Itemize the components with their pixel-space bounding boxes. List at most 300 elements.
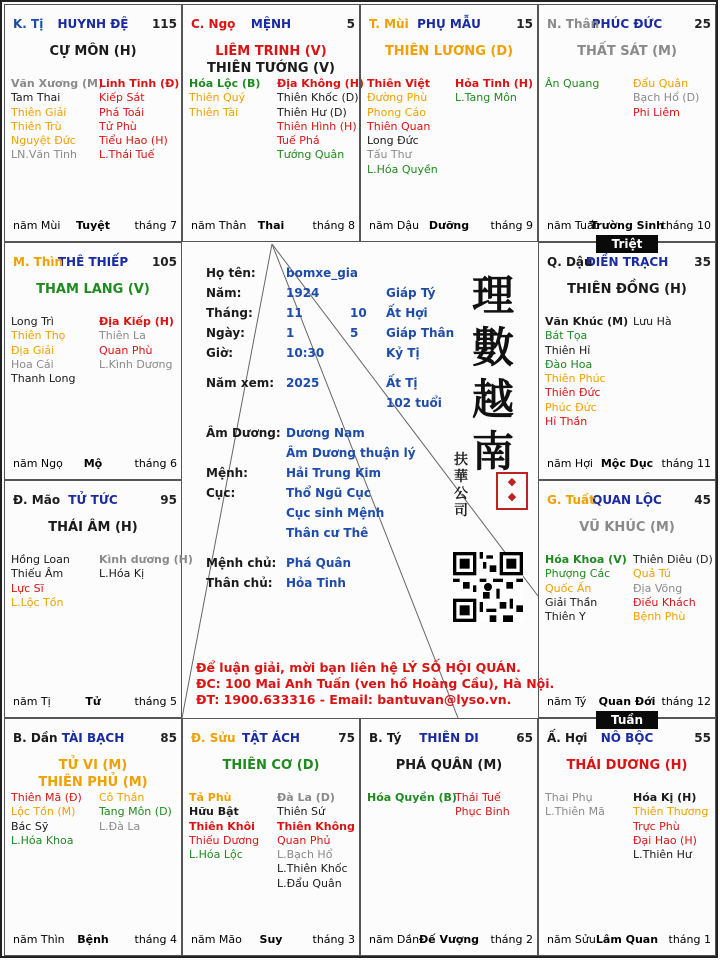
main-stars — [539, 519, 715, 536]
palace-header — [183, 731, 359, 747]
palace-footer — [539, 219, 715, 233]
palace-name: PHỤ MẪU — [417, 17, 481, 31]
palace-name: THIÊN DI — [419, 731, 479, 745]
month-canchi: Ất Hợi — [386, 306, 428, 320]
year-canchi: Giáp Tý — [386, 286, 436, 300]
hour-value: 10:30 — [286, 346, 325, 360]
day-lunar: 5 — [350, 326, 359, 340]
main-star: PHÁ QUÂN (M) — [395, 758, 503, 773]
palace-header — [183, 17, 359, 33]
minor-star: L.Bạch Hổ — [277, 848, 333, 862]
footer-stage: Tuyệt — [75, 219, 110, 232]
minor-star: Địa Không (H) — [277, 77, 364, 90]
minor-star: Thiên Việt — [367, 77, 431, 90]
minor-star: Thiên Quý — [189, 91, 246, 105]
month-lunar: 10 — [350, 306, 367, 320]
viewyear-label: Năm xem: — [206, 376, 275, 390]
minor-star: Thiên Hư (D) — [277, 105, 347, 119]
minor-star: Phong Cáo — [367, 105, 426, 119]
footer-month: tháng 11 — [661, 457, 711, 470]
main-stars — [183, 43, 359, 77]
palace-header — [539, 17, 715, 33]
palace-cell-mao — [4, 480, 193, 718]
minor-star: Quả Tú — [633, 567, 671, 581]
footer-stage: Lâm Quan — [595, 933, 659, 946]
footer-year: năm Thìn — [13, 933, 65, 946]
branch-label: K. Tị — [13, 17, 44, 31]
thanchu-label: Thân chủ: — [206, 576, 273, 590]
thanchu-value: Hỏa Tinh — [286, 576, 346, 590]
small-calligraphy — [454, 452, 470, 520]
palace-header — [5, 255, 181, 271]
minor-star: L.Đà La — [99, 819, 141, 833]
minor-star: Thiên Quan — [367, 119, 431, 133]
contact-line-1: Để luận giải, mời bạn liên hệ LÝ SỐ HỘI QUÁN. — [196, 660, 521, 675]
palace-number: 55 — [694, 731, 711, 745]
minor-star: Điếu Khách — [633, 595, 696, 609]
minor-star: Thiên Khôi — [189, 819, 255, 833]
minor-star: Thiên Y — [545, 610, 586, 624]
amduong-value: Dương Nam — [286, 426, 365, 440]
minor-stars-right — [99, 553, 193, 582]
minor-star: Thiên Trù — [11, 119, 62, 133]
minor-star: Hoa Cái — [11, 357, 54, 371]
cuc-label: Cục: — [206, 486, 236, 500]
palace-number: 85 — [160, 731, 177, 745]
triet-tag: Triệt — [596, 235, 658, 253]
footer-stage: Đế Vượng — [418, 933, 480, 946]
minor-star: Quốc Ấn — [545, 581, 592, 595]
qr-code[interactable] — [453, 552, 523, 622]
footer-stage: Mộ — [83, 457, 103, 470]
minor-star: Tang Môn (D) — [99, 805, 172, 819]
minor-star: Bệnh Phù — [633, 610, 686, 624]
palace-name: THÊ THIẾP — [57, 255, 129, 269]
footer-year: năm Sửu — [547, 933, 596, 946]
minor-star: Thiên Phúc — [545, 372, 606, 386]
minor-star: Thiếu Âm — [11, 567, 64, 581]
minor-star: Thiên Tài — [189, 105, 239, 119]
palace-cell-thin — [4, 242, 182, 480]
month-solar: 11 — [286, 306, 303, 320]
minor-star: Quan Phù — [99, 343, 153, 357]
main-stars — [183, 757, 359, 774]
day-canchi: Giáp Thân — [386, 326, 455, 340]
footer-month: tháng 4 — [134, 933, 177, 946]
minor-star: Lưu Hà — [633, 315, 672, 328]
cuc-value: Thổ Ngũ Cục — [286, 486, 371, 500]
main-star: THIÊN ĐỒNG (H) — [567, 282, 687, 297]
minor-star: Thai Phụ — [545, 791, 593, 804]
minor-star: Trực Phù — [633, 819, 680, 833]
minor-star: Phục Binh — [455, 805, 510, 819]
name-label: Họ tên: — [206, 266, 256, 280]
main-stars — [5, 519, 181, 536]
palace-footer — [539, 933, 715, 947]
minor-star: Thiên Giải — [11, 105, 67, 119]
minor-star: L.Lộc Tồn — [11, 595, 64, 609]
minor-star: Giải Thần — [545, 595, 598, 609]
footer-stage: Quan Đới — [598, 695, 656, 708]
palace-number: 115 — [151, 17, 177, 31]
minor-star: Hỏa Tinh (H) — [455, 77, 534, 90]
palace-name: TÀI BẠCH — [61, 731, 125, 745]
calligraphy-char-2: 數 — [472, 323, 515, 372]
qr-code-icon — [453, 552, 523, 622]
minor-star: Hóa Quyền (B) — [367, 791, 457, 804]
main-stars — [539, 281, 715, 298]
hour-canchi: Kỷ Tị — [386, 346, 420, 360]
minor-star: Linh Tinh (Đ) — [99, 77, 180, 90]
palace-footer — [5, 219, 181, 233]
minor-star: Hỉ Thần — [545, 415, 588, 429]
palace-cell-dau — [538, 242, 716, 480]
branch-label: B. Tý — [369, 731, 402, 745]
minor-stars-left — [545, 315, 628, 429]
minor-stars-right — [455, 77, 533, 106]
menhchu-value: Phá Quân — [286, 556, 351, 570]
minor-star: Hóa Lộc (B) — [189, 77, 261, 90]
minor-stars-left — [545, 553, 627, 624]
contact-line-3: ĐT: 1900.633316 - Email: bantuvan@lyso.vn. — [196, 692, 512, 707]
minor-stars-left — [11, 553, 70, 610]
main-star: THIÊN PHỦ (M) — [38, 775, 148, 790]
minor-star: L.Hóa Kị — [99, 567, 145, 581]
palace-number: 65 — [516, 731, 533, 745]
palace-cell-than — [538, 4, 716, 242]
minor-star: LN.Văn Tinh — [11, 148, 77, 162]
branch-label: M. Thìn — [13, 255, 64, 269]
minor-star: Thiên Thương — [633, 805, 709, 819]
minor-star: Đào Hoa — [545, 357, 593, 371]
footer-stage: Dưỡng — [428, 219, 470, 232]
minor-star: Long Trì — [11, 315, 54, 328]
main-stars — [5, 281, 181, 298]
palace-header — [5, 493, 181, 509]
main-star: THAM LANG (V) — [36, 282, 150, 297]
minor-stars-left — [189, 791, 259, 862]
calligraphy-char-3: 越 — [472, 375, 515, 424]
palace-header — [539, 255, 715, 271]
minor-stars-left — [11, 791, 82, 848]
minor-star: Địa Võng — [633, 581, 683, 595]
minor-star: Tuế Phá — [277, 134, 320, 148]
minor-star: Thiên Diêu (D) — [633, 553, 713, 566]
minor-star: L.Tang Môn — [455, 91, 517, 105]
branch-label: C. Ngọ — [191, 17, 236, 31]
main-stars — [539, 43, 715, 60]
minor-star: Phá Toái — [99, 105, 145, 119]
footer-year: năm Dần — [369, 933, 420, 946]
palace-footer — [183, 933, 359, 947]
palace-footer — [361, 219, 537, 233]
minor-star: Văn Xương (M) — [11, 77, 104, 90]
minor-star: L.Thái Tuế — [99, 148, 155, 162]
small-calli-1: 扶 — [454, 452, 468, 468]
main-star: VŨ KHÚC (M) — [579, 520, 675, 535]
minor-stars-right — [455, 791, 510, 820]
palace-number: 75 — [338, 731, 355, 745]
palace-name: PHÚC ĐỨC — [591, 17, 663, 31]
minor-star: Phúc Đức — [545, 400, 597, 414]
footer-year: năm Mão — [191, 933, 242, 946]
minor-stars-right — [633, 553, 713, 624]
month-label: Tháng: — [206, 306, 253, 320]
than-note: Thân cư Thê — [286, 526, 369, 540]
palace-footer — [361, 933, 537, 947]
menh-label: Mệnh: — [206, 466, 248, 480]
minor-stars-right — [277, 791, 355, 891]
minor-star: Phượng Các — [545, 567, 611, 581]
minor-stars-left — [545, 791, 605, 820]
palace-number: 15 — [516, 17, 533, 31]
minor-stars-right — [99, 77, 179, 163]
minor-star: Phi Liêm — [633, 105, 680, 119]
minor-star: Thiên Thọ — [11, 329, 66, 343]
footer-year: năm Hợi — [547, 457, 593, 470]
minor-star: Thiên Sứ — [277, 805, 325, 819]
minor-star: Bác Sỹ — [11, 819, 49, 833]
year-value: 1924 — [286, 286, 320, 300]
footer-year: năm Tị — [13, 695, 51, 708]
footer-stage: Trường Sinh — [590, 219, 664, 232]
footer-month: tháng 6 — [134, 457, 177, 470]
palace-name: NÔ BỘC — [600, 731, 654, 745]
viewyear-canchi: Ất Tị — [386, 376, 418, 390]
footer-month: tháng 3 — [312, 933, 355, 946]
year-label: Năm: — [206, 286, 242, 300]
viewyear-value: 2025 — [286, 376, 320, 390]
minor-stars-left — [367, 791, 457, 805]
footer-month: tháng 10 — [661, 219, 711, 232]
palace-number: 35 — [694, 255, 711, 269]
minor-stars-left — [189, 77, 260, 120]
minor-star: L.Hóa Quyền — [367, 162, 438, 176]
footer-month: tháng 12 — [661, 695, 711, 708]
palace-cell-suu — [182, 718, 360, 956]
main-stars — [5, 43, 181, 60]
minor-stars-right — [99, 315, 174, 372]
footer-month: tháng 7 — [134, 219, 177, 232]
palace-name: TẬT ÁCH — [242, 731, 300, 745]
minor-star: L.Thiên Khốc — [277, 862, 348, 876]
palace-header — [5, 731, 181, 747]
minor-star: Tả Phù — [189, 791, 232, 804]
footer-year: năm Ngọ — [13, 457, 63, 470]
main-stars — [5, 757, 181, 791]
footer-stage: Thai — [257, 219, 285, 232]
minor-star: Thiên Hỉ — [545, 343, 591, 357]
branch-label: Ấ. Hợi — [547, 731, 588, 745]
footer-stage: Suy — [259, 933, 283, 946]
main-star: LIÊM TRINH (V) — [215, 44, 327, 59]
minor-star: Thiếu Dương — [189, 833, 260, 847]
main-stars — [361, 757, 537, 774]
main-star: THÁI ÂM (H) — [48, 520, 138, 535]
minor-star: Nguyệt Đức — [11, 134, 76, 148]
footer-month: tháng 2 — [490, 933, 533, 946]
name-value: bomxe_gia — [286, 266, 359, 280]
palace-footer — [539, 695, 715, 709]
minor-star: Thiên Khốc (D) — [277, 91, 359, 105]
palace-cell-ty — [4, 4, 182, 242]
minor-star: Hữu Bật — [189, 805, 239, 819]
minor-star: Hóa Khoa (V) — [545, 553, 627, 566]
palace-footer — [539, 457, 715, 471]
minor-star: Cô Thần — [99, 791, 145, 804]
menh-value: Hải Trung Kim — [286, 466, 381, 480]
footer-year: năm Tý — [547, 695, 587, 708]
minor-stars-left — [367, 77, 438, 177]
minor-star: L.Hóa Khoa — [11, 833, 74, 847]
day-solar: 1 — [286, 326, 295, 340]
minor-star: Ân Quang — [545, 77, 600, 90]
palace-footer — [5, 933, 181, 947]
footer-year: năm Mùi — [13, 219, 61, 232]
minor-star: Thiên La — [99, 329, 146, 343]
branch-label: Đ. Sửu — [191, 731, 236, 745]
palace-cell-ngo — [182, 4, 364, 242]
palace-cell-ty2 — [360, 718, 538, 956]
main-star: CỰ MÔN (H) — [49, 44, 137, 59]
main-star: TỬ VI (M) — [58, 758, 128, 773]
calligraphy-char-4: 南 — [472, 427, 515, 476]
minor-star: Tử Phù — [99, 119, 137, 133]
palace-cell-hoi — [538, 718, 716, 956]
branch-label: B. Dần — [13, 731, 58, 745]
minor-star: Thiên Đức — [545, 386, 601, 400]
minor-star: L.Hóa Lộc — [189, 848, 243, 862]
palace-header — [539, 731, 715, 747]
minor-star: Tấu Thư — [367, 148, 412, 162]
footer-year: năm Tuất — [547, 219, 598, 232]
footer-year: năm Dậu — [369, 219, 420, 232]
minor-star: Kình dương (H) — [99, 553, 193, 566]
hour-label: Giờ: — [206, 346, 234, 360]
palace-number: 25 — [694, 17, 711, 31]
tuan-tag: Tuần — [596, 711, 658, 729]
minor-stars-left — [11, 315, 76, 386]
minor-star: Đại Hao (H) — [633, 833, 697, 847]
minor-star: Thái Tuế — [455, 791, 501, 804]
minor-stars-left — [545, 77, 599, 91]
main-star: THIÊN CƠ (D) — [222, 758, 320, 773]
palace-name: ĐIỀN TRẠCH — [585, 255, 669, 269]
minor-stars-left — [11, 77, 103, 163]
day-label: Ngày: — [206, 326, 245, 340]
footer-month: tháng 9 — [490, 219, 533, 232]
minor-star: L.Thiên Mã — [545, 805, 605, 819]
minor-star: Tướng Quân — [277, 148, 345, 162]
minor-star: Thiên Mã (Đ) — [11, 791, 82, 804]
minor-stars-right — [277, 77, 364, 163]
branch-label: Q. Dậu — [547, 255, 593, 269]
minor-star: Thiên Không — [277, 819, 355, 833]
branch-label: Đ. Mão — [13, 493, 61, 507]
small-calli-2: 華 — [454, 469, 468, 485]
minor-star: Thanh Long — [11, 372, 76, 386]
minor-star: Long Đức — [367, 134, 419, 148]
minor-star: Địa Giải — [11, 343, 55, 357]
palace-header — [539, 493, 715, 509]
footer-month: tháng 5 — [134, 695, 177, 708]
footer-stage: Bệnh — [77, 933, 109, 946]
minor-stars-right — [633, 791, 708, 862]
main-star: THÁI DƯƠNG (H) — [566, 758, 688, 773]
main-star: THIÊN LƯƠNG (D) — [384, 44, 514, 59]
footer-month: tháng 1 — [668, 933, 711, 946]
contact-line-2: ĐC: 100 Mai Anh Tuấn (ven hồ Hoàng Cầu), Hà Nội. — [196, 676, 555, 691]
footer-year: năm Thân — [191, 219, 247, 232]
footer-month: tháng 8 — [312, 219, 355, 232]
branch-label: N. Thân — [547, 17, 600, 31]
minor-star: Lực Sĩ — [11, 581, 44, 595]
minor-star: Địa Kiếp (H) — [99, 315, 174, 328]
palace-number: 105 — [151, 255, 177, 269]
small-calli-4: 司 — [454, 503, 468, 519]
main-stars — [539, 757, 715, 774]
minor-star: Đà La (D) — [277, 791, 335, 804]
minor-star: Quan Phủ — [277, 833, 331, 847]
branch-label: T. Mùi — [369, 17, 409, 31]
branch-label: G. Tuất — [547, 493, 595, 507]
minor-stars-right — [633, 315, 672, 329]
footer-stage: Tử — [85, 695, 101, 708]
palace-name: TỬ TỨC — [68, 493, 118, 507]
minor-star: L.Thiên Hư — [633, 848, 692, 862]
palace-name: HUYNH ĐỆ — [57, 17, 129, 31]
palace-header — [361, 17, 537, 33]
calligraphy-char-1: 理 — [472, 271, 515, 320]
main-star: THẤT SÁT (M) — [577, 44, 677, 59]
palace-cell-mui — [360, 4, 538, 242]
menhchu-label: Mệnh chủ: — [206, 556, 277, 570]
minor-star: Đường Phù — [367, 91, 428, 105]
minor-star: Thiên Hình (H) — [277, 119, 357, 133]
palace-name: MỆNH — [250, 17, 292, 31]
minor-star: L.Kình Dương — [99, 357, 173, 371]
palace-footer — [5, 457, 181, 471]
palace-number: 95 — [160, 493, 177, 507]
footer-stage: Mộc Dục — [600, 457, 654, 470]
small-calli-3: 公 — [454, 486, 468, 502]
palace-footer — [5, 695, 181, 709]
minor-star: Kiếp Sát — [99, 91, 145, 105]
main-star: THIÊN TƯỚNG (V) — [207, 61, 335, 76]
minor-stars-right — [633, 77, 699, 120]
minor-star: Bạch Hổ (D) — [633, 91, 700, 105]
center-info-panel — [182, 242, 555, 720]
amduong-label: Âm Dương: — [206, 426, 281, 440]
minor-star: L.Đẩu Quân — [277, 876, 342, 890]
palace-cell-tuat — [538, 480, 716, 718]
minor-star: Hồng Loan — [11, 553, 70, 566]
palace-header — [361, 731, 537, 747]
palace-cell-dan — [4, 718, 182, 956]
age-value: 102 tuổi — [386, 396, 442, 410]
minor-star: Tiểu Hao (H) — [99, 134, 168, 148]
minor-star: Văn Khúc (M) — [545, 315, 629, 328]
minor-stars-right — [99, 791, 172, 834]
amduong-note: Âm Dương thuận lý — [286, 446, 416, 460]
minor-star: Tam Thai — [11, 91, 61, 105]
minor-star: Lộc Tồn (M) — [11, 805, 76, 819]
palace-number: 45 — [694, 493, 711, 507]
red-seal-stamp: ◆ ◆ — [496, 472, 528, 510]
palace-header — [5, 17, 181, 33]
cuc-note: Cục sinh Mệnh — [286, 506, 385, 520]
minor-star: Bát Tọa — [545, 329, 588, 343]
